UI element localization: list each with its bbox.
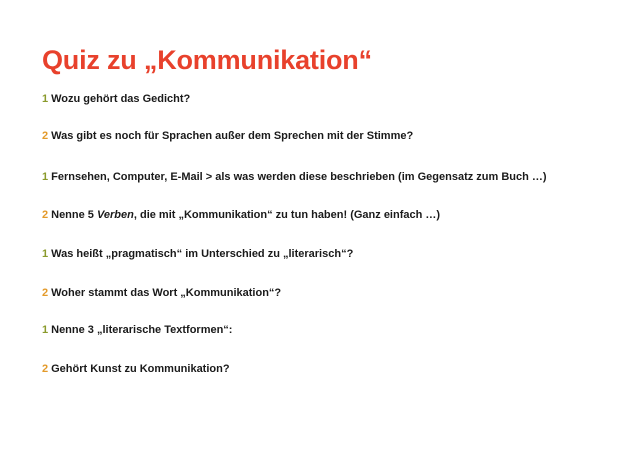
question-number: 2 (42, 363, 49, 375)
question-number: 2 (42, 130, 49, 142)
question-5 (42, 247, 353, 261)
question-3 (42, 170, 547, 184)
question-6 (42, 286, 281, 300)
slide-title: Quiz zu „Kommunikation“ (42, 45, 372, 75)
question-number: 2 (42, 287, 49, 299)
question-number: 1 (42, 93, 49, 105)
question-number: 1 (42, 171, 49, 183)
question-text: Gehört Kunst zu Kommunikation? (51, 363, 230, 375)
question-text: Was heißt „pragmatisch“ im Unterschied zu „literarisch“? (51, 248, 354, 260)
question-number: 1 (42, 248, 49, 260)
question-4 (42, 208, 440, 222)
question-number: 1 (42, 324, 49, 336)
question-text: Was gibt es noch für Sprachen außer dem Sprechen mit der Stimme? (51, 130, 414, 142)
question-text: Woher stammt das Wort „Kommunikation“? (51, 287, 282, 299)
question-text: Wozu gehört das Gedicht? (51, 93, 191, 105)
question-text-emphasis: Verben (96, 209, 134, 221)
question-8 (42, 362, 230, 376)
question-text: Fernsehen, Computer, E-Mail > als was werden diese beschrieben (im Gegensatz zum Buch …) (51, 171, 547, 183)
question-number: 2 (42, 209, 49, 221)
question-text-post: , die mit „Kommunikation“ zu tun haben! (Ganz einfach …) (133, 209, 441, 221)
question-7 (42, 323, 232, 337)
question-text-pre: Nenne 5 (51, 209, 97, 221)
question-text: Nenne 3 „literarische Textformen“: (51, 324, 233, 336)
question-2 (42, 129, 413, 143)
question-1 (42, 92, 190, 106)
